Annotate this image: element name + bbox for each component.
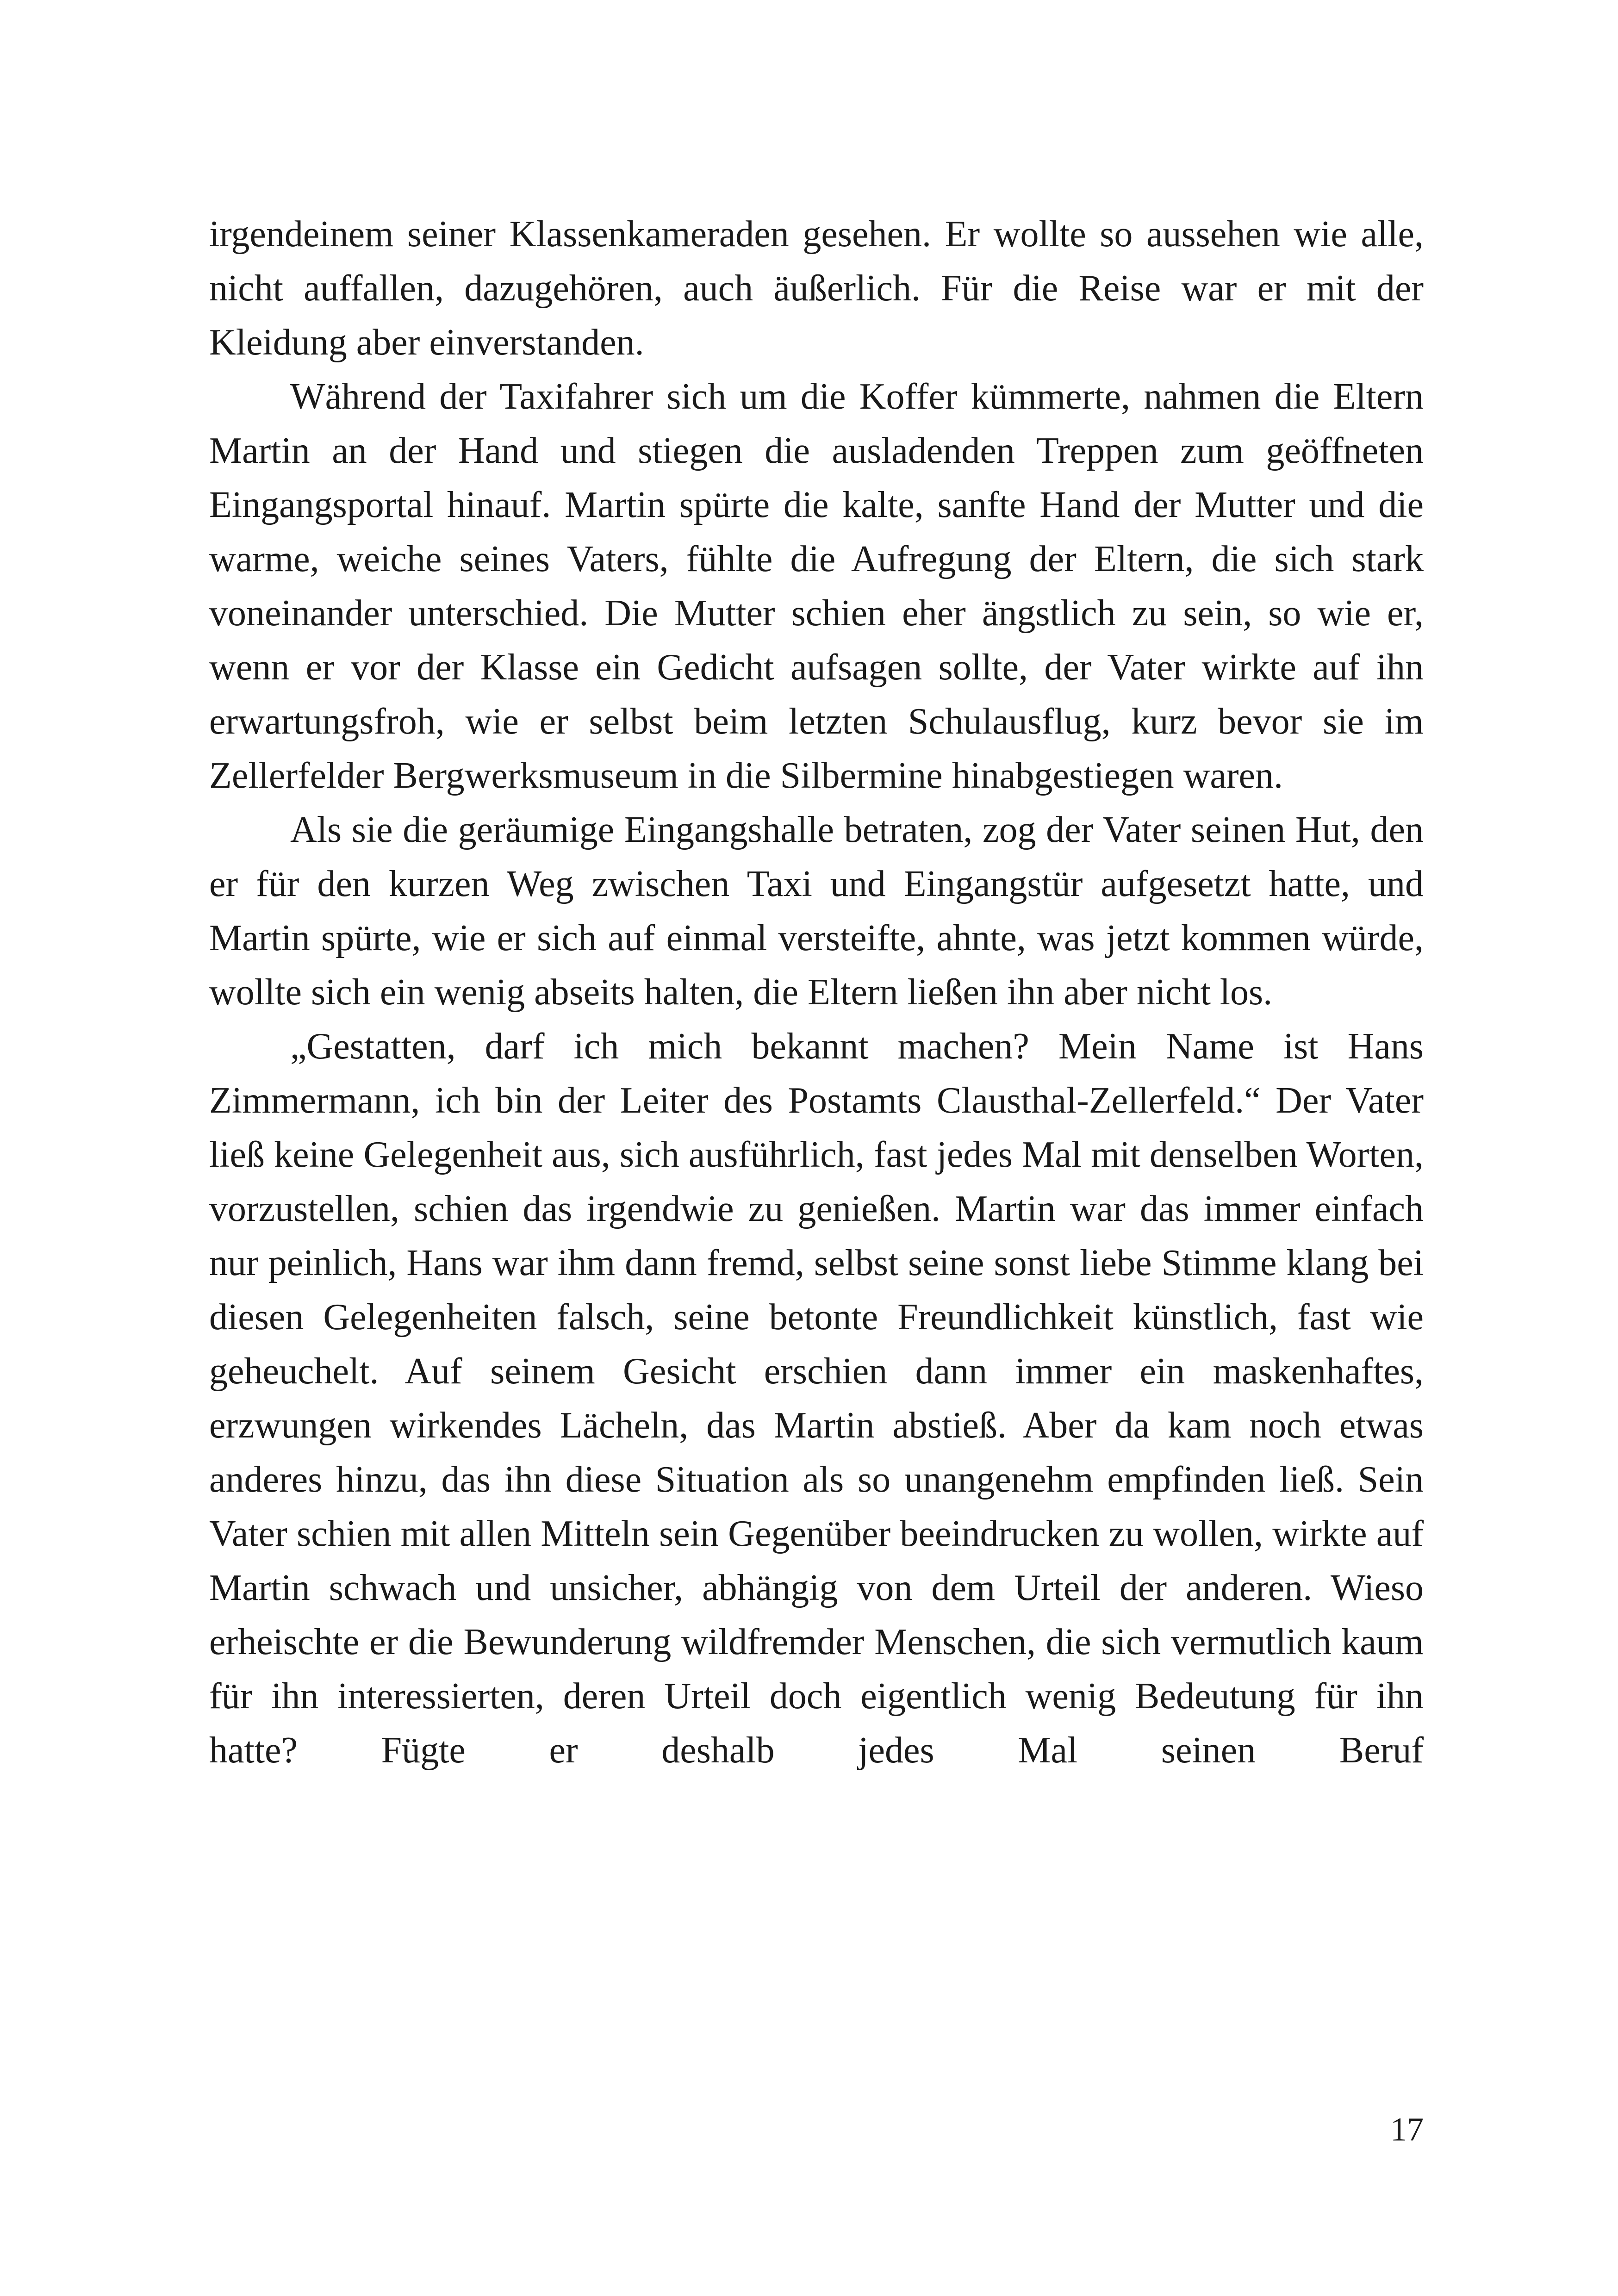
paragraph-2: Während der Taxifahrer sich um die Koffer kümmerte, nahmen die Eltern Martin an der Hand und stiegen die ausladenden Treppen zum geöffneten Eingangsportal hinauf. Martin spürte die kalte, sanfte Hand der Mutter und die warme, weiche seines Vaters, fühlte die Aufregung der Eltern, die sich stark voneinander unterschied. Die Mutter schien eher ängstlich zu sein, so wie er, wenn er vor der Klasse ein Gedicht aufsagen sollte, der Vater wirkte auf ihn erwartungsfroh, wie er selbst beim letzten Schulausflug, kurz bevor sie im Zellerfelder Bergwerksmuseum in die Silbermine hinabgestiegen waren. [209, 376, 1424, 796]
body-text [209, 207, 1424, 1778]
paragraph-3: Als sie die geräumige Eingangshalle betraten, zog der Vater seinen Hut, den er für den kurzen Weg zwischen Taxi und Eingangstür aufgesetzt hatte, und Martin spürte, wie er sich auf einmal versteifte, ahnte, was jetzt kommen würde, wollte sich ein wenig abseits halten, die Eltern ließen ihn aber nicht los. [209, 809, 1424, 1013]
paragraph-4: „Gestatten, darf ich mich bekannt machen? Mein Name ist Hans Zimmermann, ich bin der Leiter des Postamts Clausthal-Zellerfeld.“ Der Vater ließ keine Gelegenheit aus, sich ausführlich, fast jedes Mal mit denselben Worten, vorzustellen, schien das irgendwie zu genießen. Martin war das immer einfach nur peinlich, Hans war ihm dann fremd, selbst seine sonst liebe Stimme klang bei diesen Gelegenheiten falsch, seine betonte Freundlichkeit künstlich, fast wie geheuchelt. Auf seinem Gesicht erschien dann immer ein maskenhaftes, erzwungen wirkendes Lächeln, das Martin abstieß. Aber da kam noch etwas anderes hinzu, das ihn diese Situation als so unangenehm empfinden ließ. Sein Vater schien mit allen Mitteln sein Gegenüber beeindrucken zu wollen, wirkte auf Martin schwach und unsicher, abhängig von dem Urteil der anderen. Wieso erheischte er die Bewunderung wildfremder Menschen, die sich vermutlich kaum für ihn interessierten, deren Urteil doch eigentlich wenig Bedeutung für ihn hatte? Fügte er deshalb jedes Mal seinen Beruf [209, 1026, 1424, 1771]
page-number: 17 [1390, 2111, 1424, 2148]
paragraph-1: irgendeinem seiner Klassenkameraden gesehen. Er wollte so aussehen wie alle, nicht auffallen, dazugehören, auch äußerlich. Für die Reise war er mit der Kleidung aber einverstanden. [209, 214, 1424, 363]
